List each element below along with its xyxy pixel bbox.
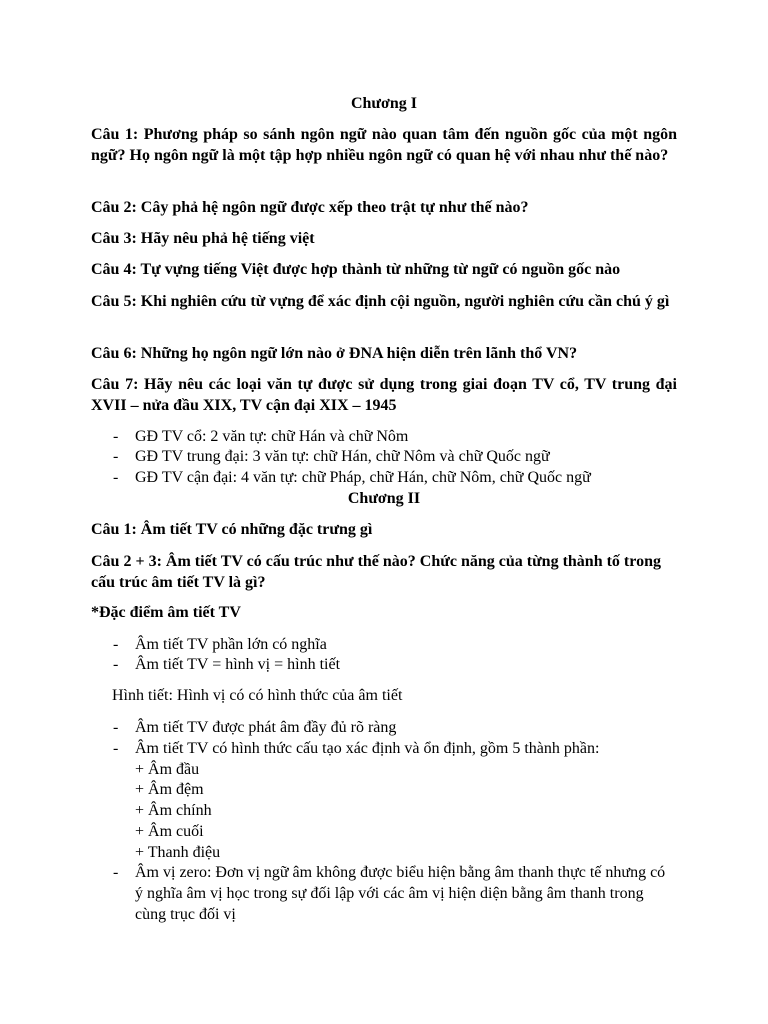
bullet-dash: - [113,656,119,673]
bullet-dash: - [113,636,119,653]
list-item-text: GĐ TV cổ: 2 văn tự: chữ Hán và chữ Nôm [135,428,409,445]
component-item: + Âm đầu [135,761,200,778]
chapter-1-title: Chương I [350,95,418,112]
bullet-dash: - [113,719,119,736]
chapter-2-title: Chương II [347,490,421,507]
question-2: Câu 2: Cây phả hệ ngôn ngữ được xếp theo trật tự như thế nào? [91,199,529,216]
component-item: + Thanh điệu [135,844,221,861]
list-item-text: GĐ TV cận đại: 4 văn tự: chữ Pháp, chữ Hán, chữ Nôm, chữ Quốc ngữ [135,469,591,486]
list-item-text: GĐ TV trung đại: 3 văn tự: chữ Hán, chữ Nôm và chữ Quốc ngữ [135,448,550,465]
bullet-dash: - [113,864,119,881]
note-paragraph: Hình tiết: Hình vị có có hình thức của âm tiết [112,687,403,704]
list-item-text: Âm tiết TV có hình thức cấu tạo xác định và ổn định, gồm 5 thành phần: [135,740,600,757]
feature-heading: *Đặc điểm âm tiết TV [91,604,241,621]
chapter-2-question-2-3: Câu 2 + 3: Âm tiết TV có cấu trúc như thế nào? Chức năng của từng thành tố trong cấu trúc âm tiết TV là gì? [91,553,661,591]
bullet-dash: - [113,428,119,445]
component-item: + Âm chính [135,802,212,819]
component-item: + Âm cuối [135,823,204,840]
list-item-text: Âm tiết TV được phát âm đầy đủ rõ ràng [135,719,397,736]
question-6: Câu 6: Những họ ngôn ngữ lớn nào ở ĐNA hiện diễn trên lãnh thổ VN? [91,345,578,362]
bullet-dash: - [113,448,119,465]
chapter-2-question-1: Câu 1: Âm tiết TV có những đặc trưng gì [91,521,373,538]
question-5: Câu 5: Khi nghiên cứu từ vựng để xác định cội nguồn, người nghiên cứu cần chú ý gì [91,293,670,310]
bullet-dash: - [113,469,119,486]
question-3: Câu 3: Hãy nêu phả hệ tiếng việt [91,230,315,247]
list-item-text: Âm vị zero: Đơn vị ngữ âm không được biểu hiện bằng âm thanh thực tế nhưng có ý nghĩa âm vị học trong sự đối lập với các âm vị hiện diện bằng âm thanh trong cùng trục đối vị [135,864,666,923]
component-item: + Âm đệm [135,781,204,798]
question-4: Câu 4: Tự vựng tiếng Việt được hợp thành từ những từ ngữ có nguồn gốc nào [91,261,621,278]
question-7: Câu 7: Hãy nêu các loại văn tự được sử dụng trong giai đoạn TV cổ, TV trung đại XVII – nửa đầu XIX, TV cận đại XIX – 1945 [91,376,677,414]
list-item-text: Âm tiết TV phần lớn có nghĩa [135,636,327,653]
question-1: Câu 1: Phương pháp so sánh ngôn ngữ nào quan tâm đến nguồn gốc của một ngôn ngữ? Họ ngôn ngữ là một tập hợp nhiều ngôn ngữ có quan hệ với nhau như thế nào? [91,126,677,164]
bullet-dash: - [113,740,119,757]
list-item-text: Âm tiết TV = hình vị = hình tiết [135,656,341,673]
